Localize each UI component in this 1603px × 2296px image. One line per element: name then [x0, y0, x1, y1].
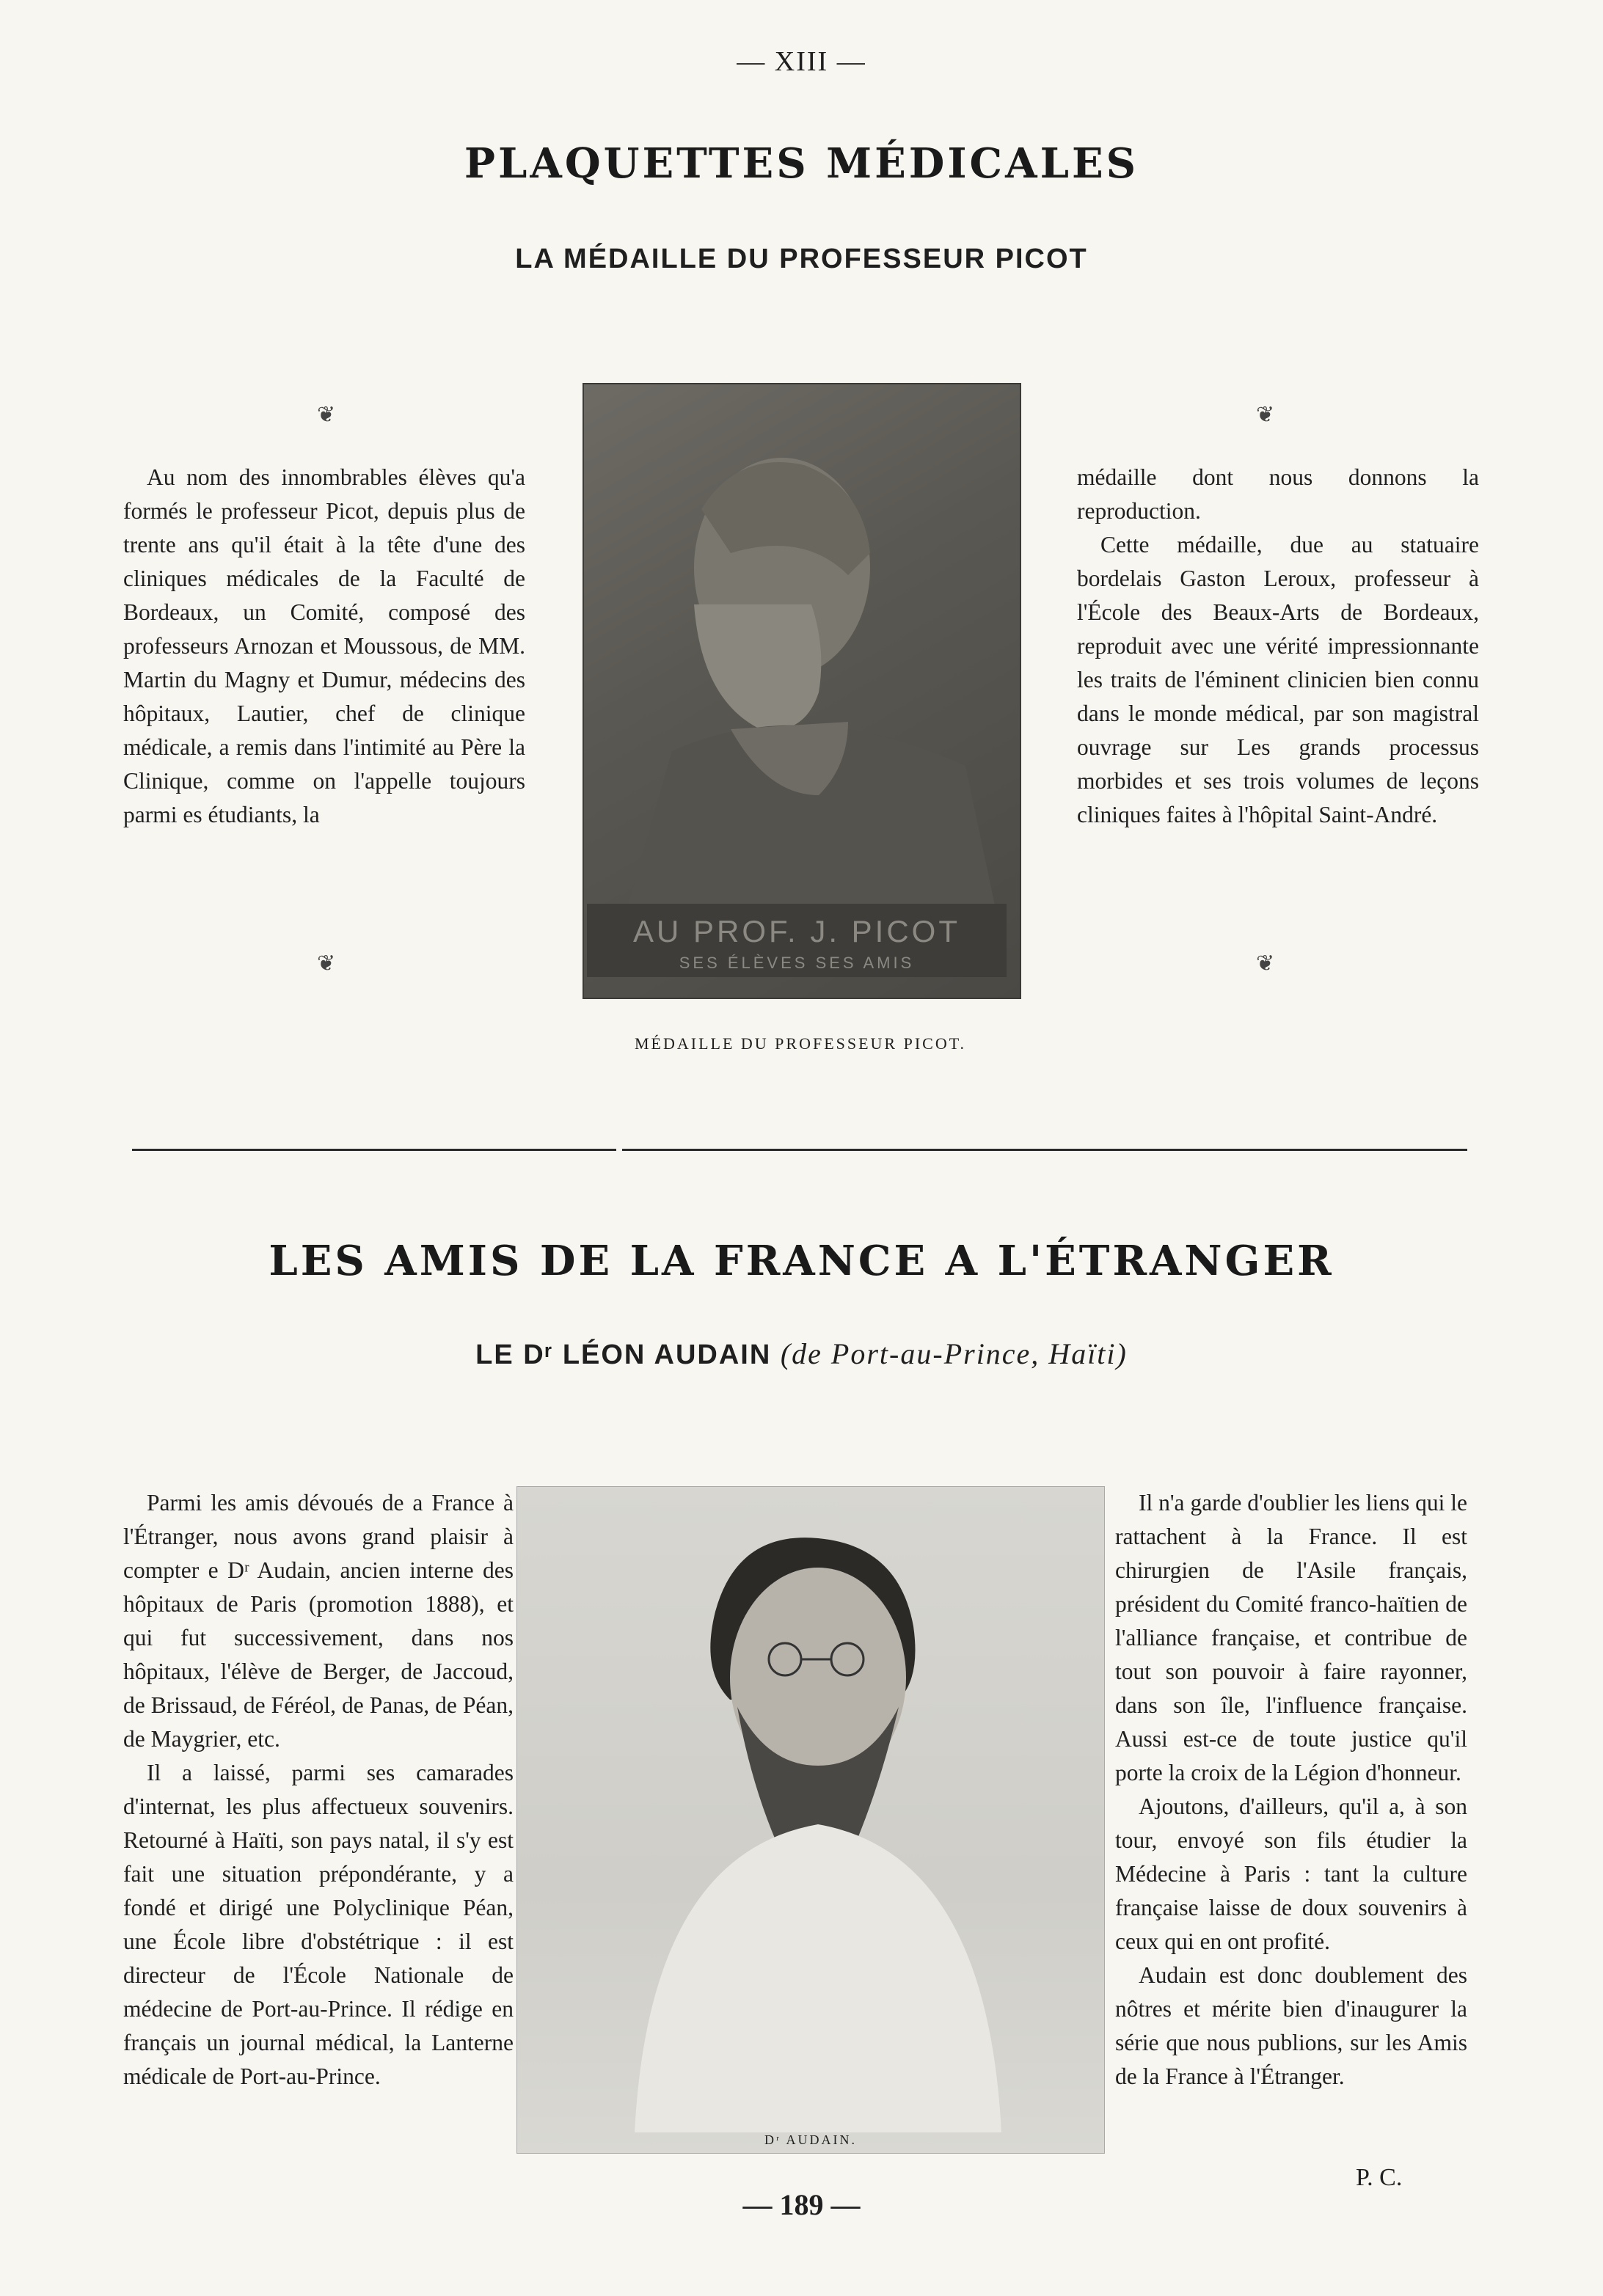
audain-portrait [517, 1487, 1104, 2132]
article2-left-column [123, 1486, 514, 2094]
article2-right-column [1115, 1486, 1467, 2094]
article2-subtitle [0, 1337, 1603, 1371]
audain-photo [516, 1486, 1105, 2154]
page-number: — 189 — [742, 2188, 861, 2221]
fleuron-ornament-icon: ❦ [317, 403, 336, 427]
page-roman-number: — XIII — [737, 46, 866, 77]
article2-left-paragraph: Parmi les amis dévoués de a France à l'Étranger, nous avons grand plaisir à compter e Dʳ Audain, ancien interne des hôpitaux de Paris (promotion 1888), et qui fut successivement, dans nos hôpitaux, l'élève de Berger, de Jaccoud, de Brissaud, de Féréol, de Panas, de Péan, de Maygrier, etc. [123, 1490, 514, 1752]
article2-subtitle-place: (de Port-au-Prince, Haïti) [780, 1337, 1128, 1370]
section-divider-rule [132, 1149, 616, 1151]
audain-photo-caption: Dʳ AUDAIN. [764, 2132, 857, 2147]
medal-inscription-line2: SES ÉLÈVES SES AMIS [679, 954, 915, 972]
article2-right-paragraph: Il n'a garde d'oublier les liens qui le rattachent à la France. Il est chirurgien de l'Asile français, président du Comité franco-haïtien de l'alliance française, et contribue de tout son pouvoir à faire rayonner, dans son île, l'influence française. Aussi est-ce de toute justice qu'il porte la croix de la Légion d'honneur. [1115, 1490, 1467, 1785]
article2-title: LES AMIS DE LA FRANCE A L'ÉTRANGER [269, 1237, 1334, 1285]
author-signature: P. C. [1356, 2164, 1403, 2191]
fleuron-ornament-icon: ❦ [317, 951, 336, 976]
medal-inscription-line1: AU PROF. J. PICOT [632, 914, 961, 948]
section-divider-rule [622, 1149, 1467, 1151]
medal-caption: MÉDAILLE DU PROFESSEUR PICOT. [634, 1034, 967, 1053]
article1-title: PLAQUETTES MÉDICALES [464, 139, 1139, 188]
article1-right-paragraph: médaille dont nous donnons la reproduction. [1077, 464, 1479, 524]
article2-right-paragraph: Audain est donc doublement des nôtres et mérite bien d'inaugurer la série que nous publions, sur les Amis de la France à l'Étranger. [1115, 1962, 1467, 2089]
article1-left-column [123, 461, 525, 832]
article1-left-text: Au nom des innombrables élèves qu'a formés le professeur Picot, depuis plus de trente ans qu'il était à la tête d'une des cliniques médicales de la Faculté de Bordeaux, un Comité, composé des professeurs Arnozan et Moussous, de MM. Martin du Magny et Dumur, médecins des hôpitaux, Lautier, chef de clinique médicale, a remis dans l'intimité au Père la Clinique, comme on l'appelle toujours parmi es étudiants, la [123, 464, 525, 827]
article1-subtitle: LA MÉDAILLE DU PROFESSEUR PICOT [515, 244, 1088, 274]
article2-left-paragraph: Il a laissé, parmi ses camarades d'internat, les plus affectueux souvenirs. Retourné à Haïti, son pays natal, il s'y est fait une situation prépondérante, y a fondé et dirigé une Polyclinique Péan, une École libre d'obstétrique : il est directeur de l'École Nationale de médecine de Port-au-Prince. Il rédige en français un journal médical, la Lanterne médicale de Port-au-Prince. [123, 1760, 514, 2089]
article1-right-paragraph: Cette médaille, due au statuaire bordelais Gaston Leroux, professeur à l'École des Beaux-Arts de Bordeaux, reproduit avec une vérité impressionnante les traits de l'éminent clinicien bien connu dans le monde médical, par son magistral ouvrage sur Les grands processus morbides et ses trois volumes de leçons cliniques faites à l'hôpital Saint-André. [1077, 532, 1479, 827]
article2-subtitle-name: LE Dʳ LÉON AUDAIN [475, 1339, 772, 1370]
medal-portrait-relief [584, 384, 1020, 905]
medal-inscription [587, 904, 1007, 977]
fleuron-ornament-icon: ❦ [1256, 403, 1275, 427]
article2-right-paragraph: Ajoutons, d'ailleurs, qu'il a, à son tour, envoyé son fils étudier la Médecine à Paris : tant la culture française laisse de doux souvenirs à ceux qui en ont profité. [1115, 1794, 1467, 1954]
fleuron-ornament-icon: ❦ [1256, 951, 1275, 976]
article1-right-column [1077, 461, 1479, 832]
